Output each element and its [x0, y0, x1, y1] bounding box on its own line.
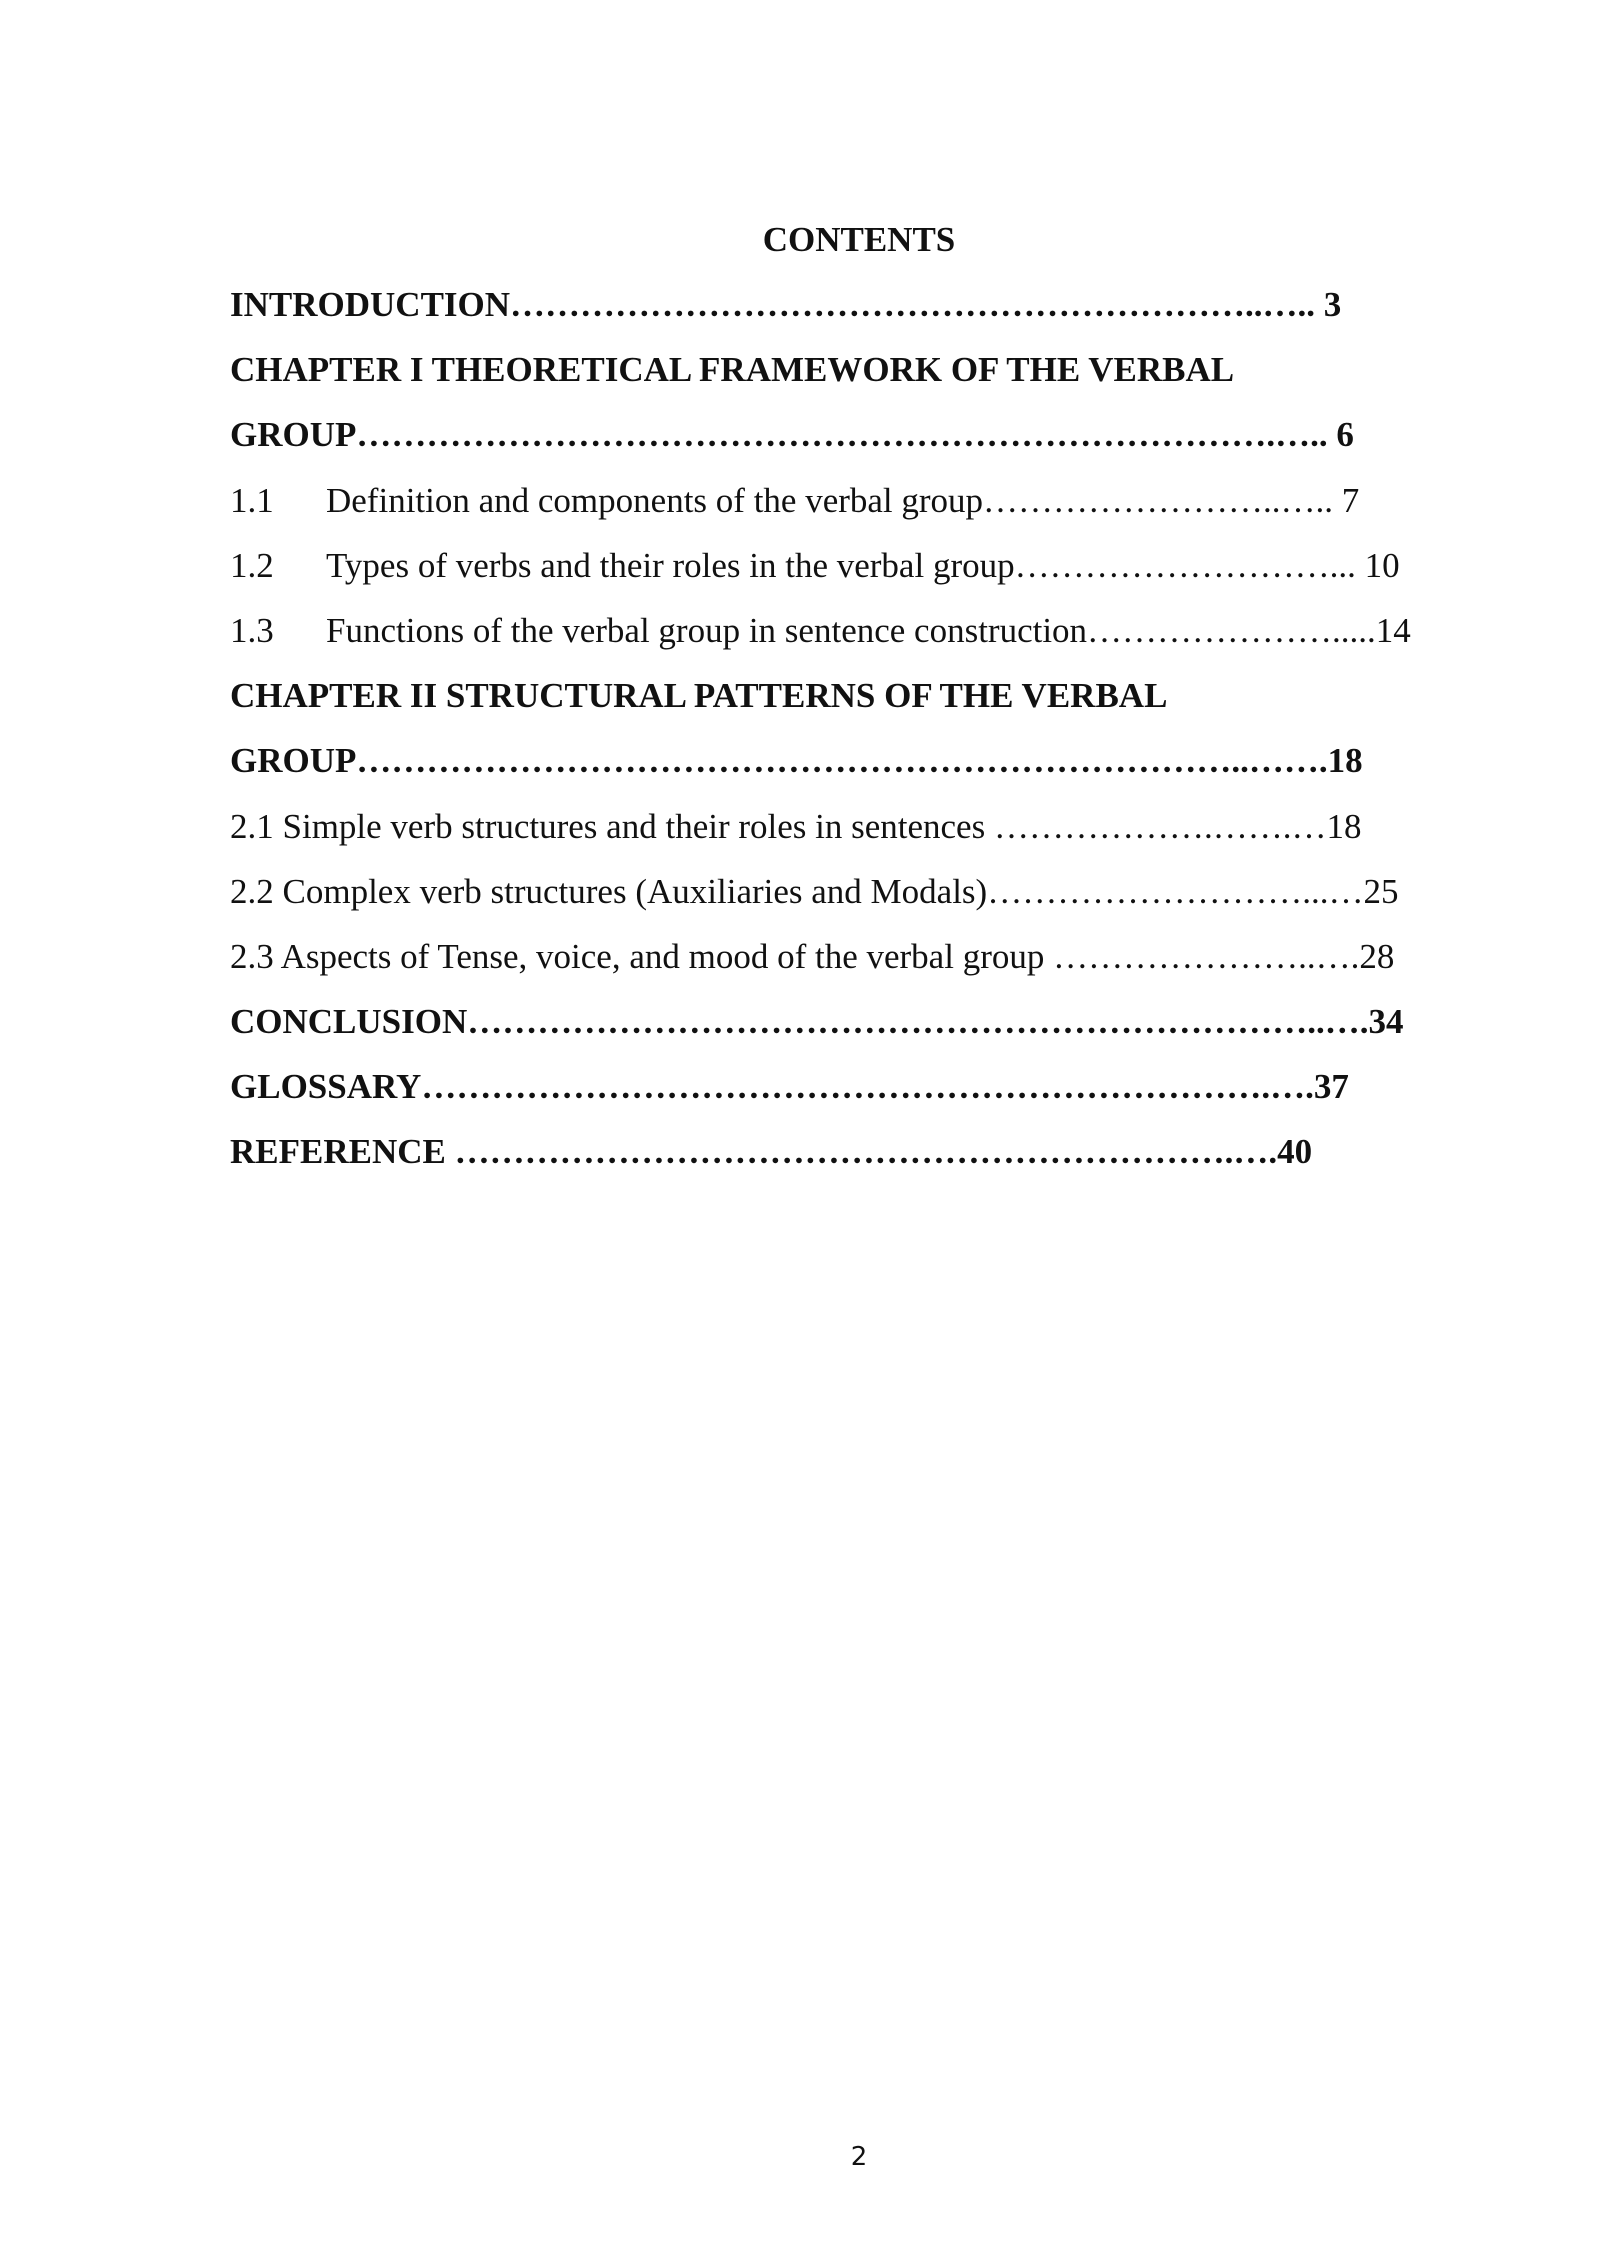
toc-entry — [230, 544, 1530, 609]
toc-entry-text: REFERENCE ………………………………………………………….….40 — [230, 1132, 1313, 1172]
toc-entry — [230, 870, 1530, 935]
toc-entry — [230, 479, 1530, 544]
page-number: 2 — [850, 2142, 868, 2172]
toc-entry-number: 1.2 — [230, 545, 274, 585]
toc-entry — [230, 1000, 1530, 1065]
toc-entry-text: 2.1 Simple verb structures and their roles in sentences ……………….…….…18 — [230, 806, 1362, 846]
toc-entry — [230, 805, 1530, 870]
page-title: CONTENTS — [762, 220, 956, 259]
toc-entry — [230, 935, 1530, 1000]
toc-entry — [230, 348, 1530, 413]
toc-entry — [230, 1130, 1530, 1195]
toc-entry — [230, 413, 1530, 478]
toc-entry — [230, 674, 1530, 739]
toc-entry-text: GROUP…………………………………………………………………….….. 6 — [230, 415, 1354, 455]
toc-entry-text: 2.3 Aspects of Tense, voice, and mood of the verbal group …………………..….28 — [230, 936, 1395, 976]
toc-entry — [230, 283, 1530, 348]
toc-entry-text: GLOSSARY……………………………………………………………….….37 — [230, 1067, 1349, 1107]
toc-entry-number: 1.3 — [230, 610, 274, 650]
toc-entry-text: Definition and components of the verbal group……………………..….. 7 — [326, 480, 1360, 520]
toc-entry-text: GROUP…………………………………………………………………..…….18 — [230, 741, 1363, 781]
toc-entry — [230, 739, 1530, 804]
toc-entry-text: CONCLUSION………………………………………………………………..….34 — [230, 1002, 1404, 1042]
toc-entry-text: INTRODUCTION………………………………………………………..….. 3 — [230, 285, 1342, 324]
toc-entry — [230, 1065, 1530, 1130]
toc-entry-text: CHAPTER I THEORETICAL FRAMEWORK OF THE VERBAL — [230, 350, 1235, 390]
toc-entry-text: Types of verbs and their roles in the verbal group………………………... 10 — [326, 545, 1400, 585]
toc-entry-text: 2.2 Complex verb structures (Auxiliaries and Modals)………………………...…25 — [230, 871, 1399, 911]
toc-entry — [230, 609, 1530, 674]
toc-entry-text: Functions of the verbal group in sentence construction………………….....14 — [326, 610, 1411, 650]
toc-entry-text: CHAPTER II STRUCTURAL PATTERNS OF THE VERBAL — [230, 676, 1168, 716]
table-of-contents — [230, 283, 1530, 1196]
toc-entry-number: 1.1 — [230, 480, 274, 520]
